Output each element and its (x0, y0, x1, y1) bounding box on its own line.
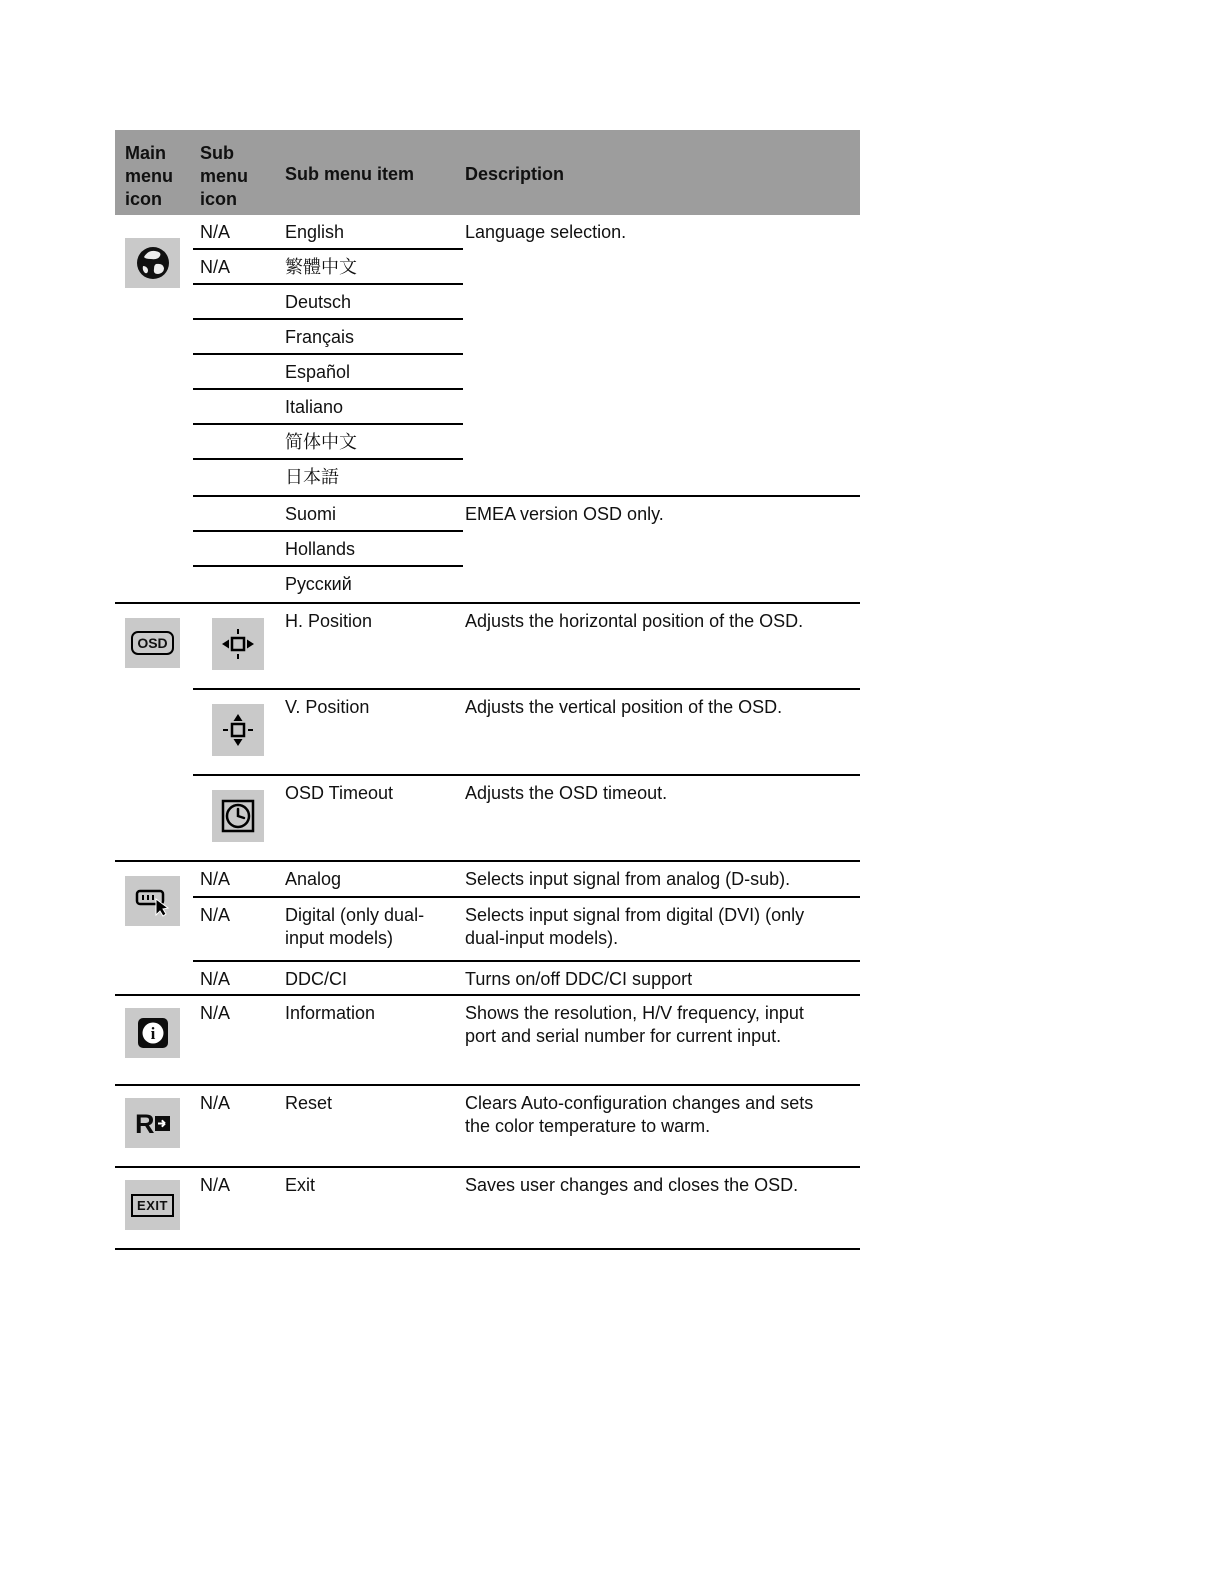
description-cell (463, 567, 860, 602)
section-exit (115, 1168, 860, 1250)
description-cell (463, 285, 860, 320)
sub-menu-item-cell: Français (285, 327, 355, 347)
table-header (115, 130, 860, 215)
column-header-main-menu-icon: Main menu icon (125, 143, 174, 209)
sub-menu-item-cell: 简体中文 (285, 432, 357, 452)
sub-menu-icon-cell (193, 497, 283, 532)
sub-menu-icon-cell (193, 604, 283, 688)
sub-menu-icon-cell (193, 355, 283, 390)
sub-menu-icon-cell: N/A (200, 869, 231, 889)
table-row (193, 690, 860, 776)
description-cell: Selects input signal from digital (DVI) (only dual-input models). (465, 905, 805, 948)
column-header-sub-menu-icon: Sub menu icon (200, 143, 249, 209)
main-menu-icon-cell (115, 862, 193, 994)
sub-menu-icon-cell (193, 460, 283, 495)
sub-menu-item-cell: DDC/CI (285, 969, 347, 989)
table-row (193, 250, 860, 285)
sub-menu-item-cell: English (285, 222, 345, 242)
table-row (193, 898, 860, 962)
exit-icon (125, 1180, 180, 1230)
sub-menu-icon-cell: N/A (200, 1175, 231, 1195)
sub-menu-item-cell: 繁體中文 (285, 257, 357, 277)
h-position-glyph (219, 625, 257, 663)
main-menu-icon-cell (115, 1086, 193, 1166)
sub-menu-icon-cell: N/A (200, 969, 231, 989)
svg-text:R: R (134, 1109, 154, 1139)
info-glyph (134, 1014, 172, 1052)
table-row (193, 497, 860, 532)
sub-menu-item-cell: OSD Timeout (285, 783, 394, 803)
description-cell (463, 390, 860, 425)
table-row (193, 862, 860, 898)
osd-menu-table (115, 130, 860, 1250)
description-cell: Turns on/off DDC/CI support (465, 969, 693, 989)
sub-menu-icon-cell (193, 390, 283, 425)
table-row (193, 390, 860, 425)
sub-menu-icon-cell: N/A (200, 257, 231, 277)
description-cell (463, 532, 860, 567)
sub-menu-item-cell: Suomi (285, 504, 337, 524)
svg-text:i: i (150, 1024, 155, 1043)
table-row (193, 215, 860, 250)
v-position-glyph (219, 711, 257, 749)
language-globe-icon (125, 238, 180, 288)
table-row (193, 285, 860, 320)
v-position-icon (212, 704, 264, 756)
description-cell: Adjusts the OSD timeout. (465, 783, 668, 803)
description-cell: Adjusts the vertical position of the OSD. (465, 697, 783, 717)
main-menu-icon-cell (115, 604, 193, 860)
sub-menu-item-cell: Digital (only dual-input models) (285, 905, 425, 948)
exit-badge-label: EXIT (131, 1194, 174, 1217)
main-menu-icon-cell (115, 996, 193, 1084)
section-reset (115, 1086, 860, 1168)
description-cell (463, 460, 860, 495)
section-information (115, 996, 860, 1086)
sub-menu-item-cell: Español (285, 362, 351, 382)
sub-menu-icon-cell (193, 532, 283, 567)
description-cell (463, 425, 860, 460)
sub-menu-item-cell: Information (285, 1003, 376, 1023)
description-cell: Saves user changes and closes the OSD. (465, 1175, 799, 1195)
section-language (115, 215, 860, 604)
sub-menu-icon-cell (193, 690, 283, 774)
table-row (193, 996, 860, 1084)
description-cell: Adjusts the horizontal position of the OSD. (465, 611, 804, 631)
table-row (193, 776, 860, 860)
reset-glyph (133, 1104, 173, 1142)
description-cell: Language selection. (465, 222, 627, 242)
sub-menu-item-cell: Русский (285, 574, 352, 594)
table-row (193, 320, 860, 355)
description-cell: Clears Auto-configuration changes and sets the color temperature to warm. (465, 1093, 814, 1136)
section-osd (115, 604, 860, 862)
sub-menu-item-cell: Italiano (285, 397, 344, 417)
globe-icon (134, 244, 172, 282)
sub-menu-item-cell: Analog (285, 869, 342, 889)
section-input (115, 862, 860, 996)
sub-menu-icon-cell (193, 567, 283, 602)
reset-icon (125, 1098, 180, 1148)
sub-menu-item-cell: Deutsch (285, 292, 352, 312)
table-row (193, 532, 860, 567)
description-cell: EMEA version OSD only. (465, 504, 664, 524)
sub-menu-icon-cell: N/A (200, 1003, 231, 1023)
input-select-icon (125, 876, 180, 926)
table-row (193, 425, 860, 460)
osd-menu-icon (125, 618, 180, 668)
table-row (193, 604, 860, 690)
description-cell: Shows the resolution, H/V frequency, input port and serial number for current input. (465, 1003, 804, 1046)
sub-menu-item-cell: Hollands (285, 539, 356, 559)
table-row (193, 460, 860, 497)
description-cell (463, 355, 860, 390)
sub-menu-item-cell: V. Position (285, 697, 370, 717)
sub-menu-icon-cell: N/A (200, 1093, 231, 1113)
sub-menu-item-cell: Exit (285, 1175, 316, 1195)
sub-menu-item-cell: Reset (285, 1093, 333, 1113)
table-row (193, 567, 860, 602)
osd-badge-label: OSD (131, 631, 173, 655)
description-cell (463, 250, 860, 285)
osd-timeout-clock-icon (212, 790, 264, 842)
sub-menu-icon-cell (193, 320, 283, 355)
sub-menu-item-cell: H. Position (285, 611, 373, 631)
description-cell (463, 320, 860, 355)
main-menu-icon-cell (115, 1168, 193, 1248)
main-menu-icon-cell (115, 215, 193, 602)
table-row (193, 355, 860, 390)
sub-menu-icon-cell: N/A (200, 905, 231, 925)
h-position-icon (212, 618, 264, 670)
table-row (193, 1086, 860, 1166)
column-header-description: Description (465, 164, 565, 184)
sub-menu-icon-cell (193, 425, 283, 460)
input-connector-glyph (134, 882, 172, 920)
clock-glyph (219, 797, 257, 835)
sub-menu-icon-cell (193, 285, 283, 320)
table-row (193, 962, 860, 994)
sub-menu-icon-cell: N/A (200, 222, 231, 242)
column-header-sub-menu-item: Sub menu item (285, 164, 415, 184)
sub-menu-icon-cell (193, 776, 283, 860)
sub-menu-item-cell: 日本語 (285, 467, 339, 487)
table-row (193, 1168, 860, 1248)
information-icon (125, 1008, 180, 1058)
description-cell: Selects input signal from analog (D-sub). (465, 869, 791, 889)
